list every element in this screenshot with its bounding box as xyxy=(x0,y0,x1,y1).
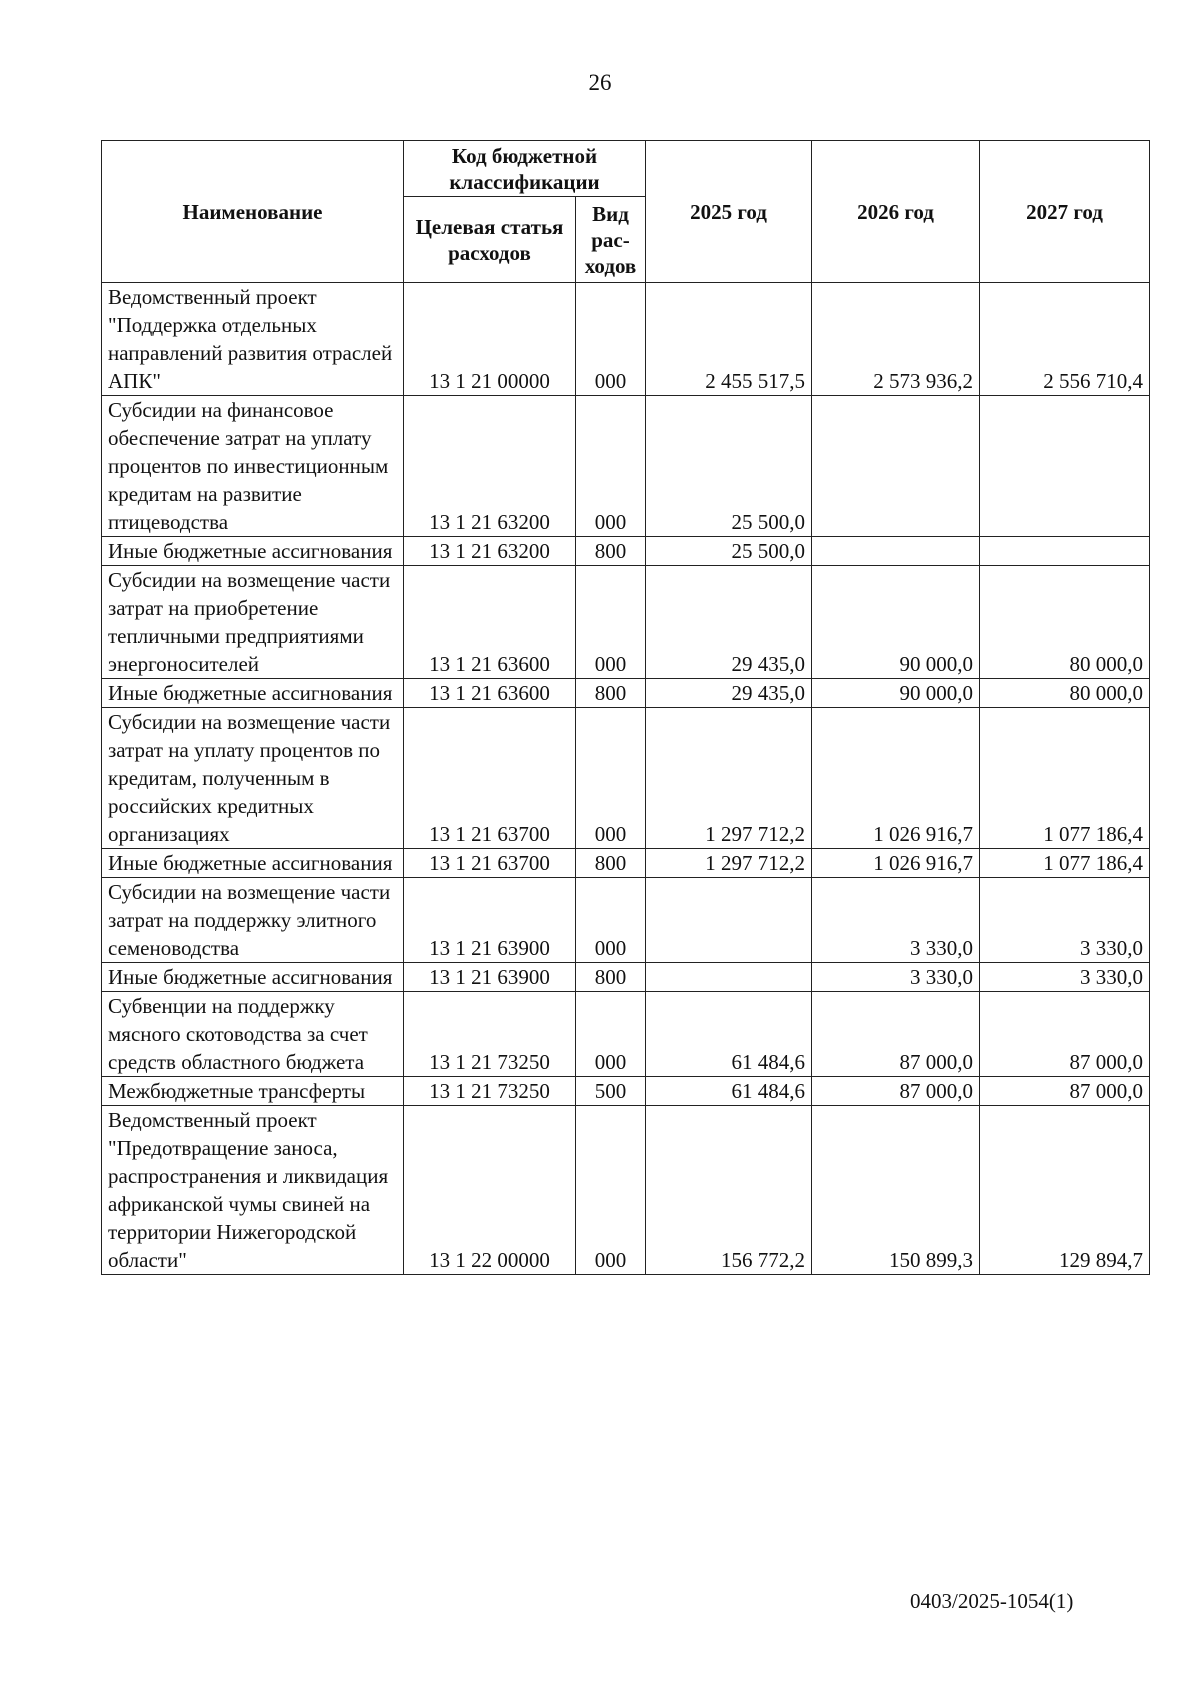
row-value-2026-text: 3 330,0 xyxy=(910,936,974,960)
table-row xyxy=(102,679,1150,708)
row-value-2026-text: 87 000,0 xyxy=(899,1050,974,1074)
row-target-article xyxy=(404,566,576,679)
row-target-article-text: 13 1 21 63200 xyxy=(429,510,550,534)
row-value-2027 xyxy=(980,283,1150,396)
row-name xyxy=(102,878,404,963)
row-name-text: Субсидии на возмещение части затрат на уплату процентов по кредитам, полученным в российских кредитных организациях xyxy=(108,710,391,846)
row-name-text: Ведомственный проект "Поддержка отдельных направлений развития отраслей АПК" xyxy=(108,285,393,393)
row-name-text: Межбюджетные трансферты xyxy=(108,1079,366,1103)
row-name-text: Субсидии на возмещение части затрат на поддержку элитного семеноводства xyxy=(108,880,391,960)
row-expense-kind-text: 800 xyxy=(594,681,627,705)
row-expense-kind xyxy=(576,963,646,992)
row-name-text: Иные бюджетные ассигнования xyxy=(108,965,393,989)
row-value-2025 xyxy=(646,849,812,878)
row-expense-kind xyxy=(576,537,646,566)
row-name xyxy=(102,396,404,537)
row-value-2026 xyxy=(812,396,980,537)
row-value-2027 xyxy=(980,963,1150,992)
row-expense-kind xyxy=(576,708,646,849)
table-row xyxy=(102,1077,1150,1106)
row-value-2027 xyxy=(980,537,1150,566)
row-target-article-text: 13 1 21 63900 xyxy=(429,965,550,989)
row-value-2027-text: 87 000,0 xyxy=(1069,1050,1144,1074)
header-target-article: Целевая статья расходов xyxy=(404,197,576,283)
row-target-article xyxy=(404,963,576,992)
row-expense-kind xyxy=(576,878,646,963)
row-expense-kind-text: 000 xyxy=(594,510,627,534)
header-2026: 2026 год xyxy=(812,141,980,283)
row-value-2027 xyxy=(980,878,1150,963)
row-target-article xyxy=(404,878,576,963)
row-expense-kind xyxy=(576,283,646,396)
row-value-2025-text: 2 455 517,5 xyxy=(705,369,806,393)
row-expense-kind xyxy=(576,396,646,537)
row-name-text: Субсидии на финансовое обеспечение затрат на уплату процентов по инвестиционным кредитам на развитие птицеводства xyxy=(108,398,389,534)
row-expense-kind xyxy=(576,1106,646,1275)
row-expense-kind-text: 000 xyxy=(594,1248,627,1272)
table-row xyxy=(102,708,1150,849)
row-value-2026-text: 2 573 936,2 xyxy=(873,369,974,393)
row-value-2025 xyxy=(646,537,812,566)
row-value-2025-text: 29 435,0 xyxy=(731,681,806,705)
row-value-2025 xyxy=(646,708,812,849)
table-row xyxy=(102,849,1150,878)
row-value-2027 xyxy=(980,396,1150,537)
row-expense-kind-text: 000 xyxy=(594,822,627,846)
table-body xyxy=(102,283,1150,1275)
row-target-article-text: 13 1 21 63600 xyxy=(429,652,550,676)
table-row xyxy=(102,878,1150,963)
row-target-article xyxy=(404,679,576,708)
row-value-2026 xyxy=(812,708,980,849)
row-value-2027-text: 1 077 186,4 xyxy=(1043,822,1144,846)
row-value-2026 xyxy=(812,849,980,878)
row-value-2025 xyxy=(646,992,812,1077)
row-value-2025 xyxy=(646,396,812,537)
row-expense-kind-text: 000 xyxy=(594,369,627,393)
row-name-text: Субсидии на возмещение части затрат на приобретение тепличными предприятиями энергоносителей xyxy=(108,568,391,676)
row-target-article xyxy=(404,537,576,566)
row-value-2026-text: 87 000,0 xyxy=(899,1079,974,1103)
table-row xyxy=(102,283,1150,396)
row-expense-kind-text: 800 xyxy=(594,539,627,563)
document-code: 0403/2025-1054(1) xyxy=(910,1589,1074,1613)
row-expense-kind-text: 000 xyxy=(594,652,627,676)
row-target-article-text: 13 1 21 73250 xyxy=(429,1050,550,1074)
row-value-2025-text: 61 484,6 xyxy=(731,1050,806,1074)
row-value-2026 xyxy=(812,963,980,992)
row-value-2026 xyxy=(812,537,980,566)
row-name xyxy=(102,566,404,679)
row-value-2025-text: 1 297 712,2 xyxy=(705,822,806,846)
row-name-text: Иные бюджетные ассигнования xyxy=(108,681,393,705)
header-2027: 2027 год xyxy=(980,141,1150,283)
row-value-2027 xyxy=(980,1077,1150,1106)
row-value-2025-text: 61 484,6 xyxy=(731,1079,806,1103)
row-expense-kind-text: 000 xyxy=(594,1050,627,1074)
row-value-2027 xyxy=(980,849,1150,878)
row-expense-kind-text: 500 xyxy=(594,1079,627,1103)
row-value-2025 xyxy=(646,283,812,396)
row-value-2027 xyxy=(980,992,1150,1077)
page-number: 26 xyxy=(588,70,612,95)
row-expense-kind xyxy=(576,992,646,1077)
row-target-article xyxy=(404,992,576,1077)
row-value-2025 xyxy=(646,566,812,679)
table-row xyxy=(102,566,1150,679)
row-value-2026-text: 150 899,3 xyxy=(889,1248,974,1272)
header-expense-kind: Вид рас-ходов xyxy=(576,197,646,283)
row-name xyxy=(102,1077,404,1106)
header-name: Наименование xyxy=(102,141,404,283)
table-row xyxy=(102,992,1150,1077)
row-value-2025 xyxy=(646,878,812,963)
row-value-2025 xyxy=(646,1106,812,1275)
row-value-2027-text: 80 000,0 xyxy=(1069,681,1144,705)
row-value-2026 xyxy=(812,878,980,963)
row-value-2027-text: 3 330,0 xyxy=(1080,936,1144,960)
row-name xyxy=(102,537,404,566)
row-target-article-text: 13 1 21 00000 xyxy=(429,369,550,393)
row-value-2027-text: 129 894,7 xyxy=(1059,1248,1144,1272)
row-value-2026 xyxy=(812,679,980,708)
row-expense-kind xyxy=(576,679,646,708)
row-value-2025 xyxy=(646,1077,812,1106)
row-name xyxy=(102,849,404,878)
header-2025: 2025 год xyxy=(646,141,812,283)
row-name xyxy=(102,963,404,992)
row-name-text: Иные бюджетные ассигнования xyxy=(108,851,393,875)
row-target-article xyxy=(404,708,576,849)
row-value-2027 xyxy=(980,1106,1150,1275)
row-value-2026 xyxy=(812,566,980,679)
row-target-article xyxy=(404,283,576,396)
row-expense-kind-text: 800 xyxy=(594,851,627,875)
row-name xyxy=(102,283,404,396)
row-name xyxy=(102,708,404,849)
row-expense-kind xyxy=(576,566,646,679)
row-value-2026-text: 1 026 916,7 xyxy=(873,822,974,846)
row-value-2025-text: 156 772,2 xyxy=(721,1248,806,1272)
row-value-2027-text: 3 330,0 xyxy=(1080,965,1144,989)
row-name xyxy=(102,1106,404,1275)
row-name-text: Субвенции на поддержку мясного скотоводства за счет средств областного бюджета xyxy=(108,994,368,1074)
row-value-2027-text: 2 556 710,4 xyxy=(1043,369,1144,393)
row-value-2026 xyxy=(812,283,980,396)
row-value-2026-text: 3 330,0 xyxy=(910,965,974,989)
row-value-2026-text: 90 000,0 xyxy=(899,681,974,705)
row-value-2025-text: 25 500,0 xyxy=(731,510,806,534)
row-value-2025 xyxy=(646,963,812,992)
row-value-2026-text: 90 000,0 xyxy=(899,652,974,676)
row-value-2026 xyxy=(812,1106,980,1275)
row-value-2026 xyxy=(812,992,980,1077)
row-name xyxy=(102,992,404,1077)
row-value-2027-text: 80 000,0 xyxy=(1069,652,1144,676)
row-expense-kind xyxy=(576,849,646,878)
row-value-2025-text: 25 500,0 xyxy=(731,539,806,563)
table-header xyxy=(102,141,1150,283)
row-target-article xyxy=(404,849,576,878)
row-name-text: Иные бюджетные ассигнования xyxy=(108,539,393,563)
row-target-article xyxy=(404,1106,576,1275)
row-value-2026 xyxy=(812,1077,980,1106)
row-value-2027-text: 87 000,0 xyxy=(1069,1079,1144,1103)
row-value-2026-text: 1 026 916,7 xyxy=(873,851,974,875)
row-target-article xyxy=(404,396,576,537)
row-value-2027-text: 1 077 186,4 xyxy=(1043,851,1144,875)
row-name xyxy=(102,679,404,708)
row-name-text: Ведомственный проект "Предотвращение заноса, распространения и ликвидация африканской чумы свиней на территории Нижегородской области" xyxy=(108,1108,389,1272)
row-target-article-text: 13 1 21 63700 xyxy=(429,851,550,875)
row-target-article-text: 13 1 21 63200 xyxy=(429,539,550,563)
row-value-2025-text: 29 435,0 xyxy=(731,652,806,676)
table-row xyxy=(102,537,1150,566)
row-value-2027 xyxy=(980,566,1150,679)
budget-table xyxy=(101,140,1150,1275)
table-row xyxy=(102,1106,1150,1275)
row-expense-kind-text: 000 xyxy=(594,936,627,960)
row-target-article-text: 13 1 22 00000 xyxy=(429,1248,550,1272)
row-value-2027 xyxy=(980,708,1150,849)
row-target-article-text: 13 1 21 73250 xyxy=(429,1079,550,1103)
row-target-article-text: 13 1 21 63900 xyxy=(429,936,550,960)
table-row xyxy=(102,963,1150,992)
row-value-2025 xyxy=(646,679,812,708)
row-target-article-text: 13 1 21 63700 xyxy=(429,822,550,846)
row-value-2027 xyxy=(980,679,1150,708)
table-row xyxy=(102,396,1150,537)
row-expense-kind-text: 800 xyxy=(594,965,627,989)
row-value-2025-text: 1 297 712,2 xyxy=(705,851,806,875)
header-code-group: Код бюджетной классификации xyxy=(404,141,646,197)
row-target-article xyxy=(404,1077,576,1106)
row-expense-kind xyxy=(576,1077,646,1106)
row-target-article-text: 13 1 21 63600 xyxy=(429,681,550,705)
